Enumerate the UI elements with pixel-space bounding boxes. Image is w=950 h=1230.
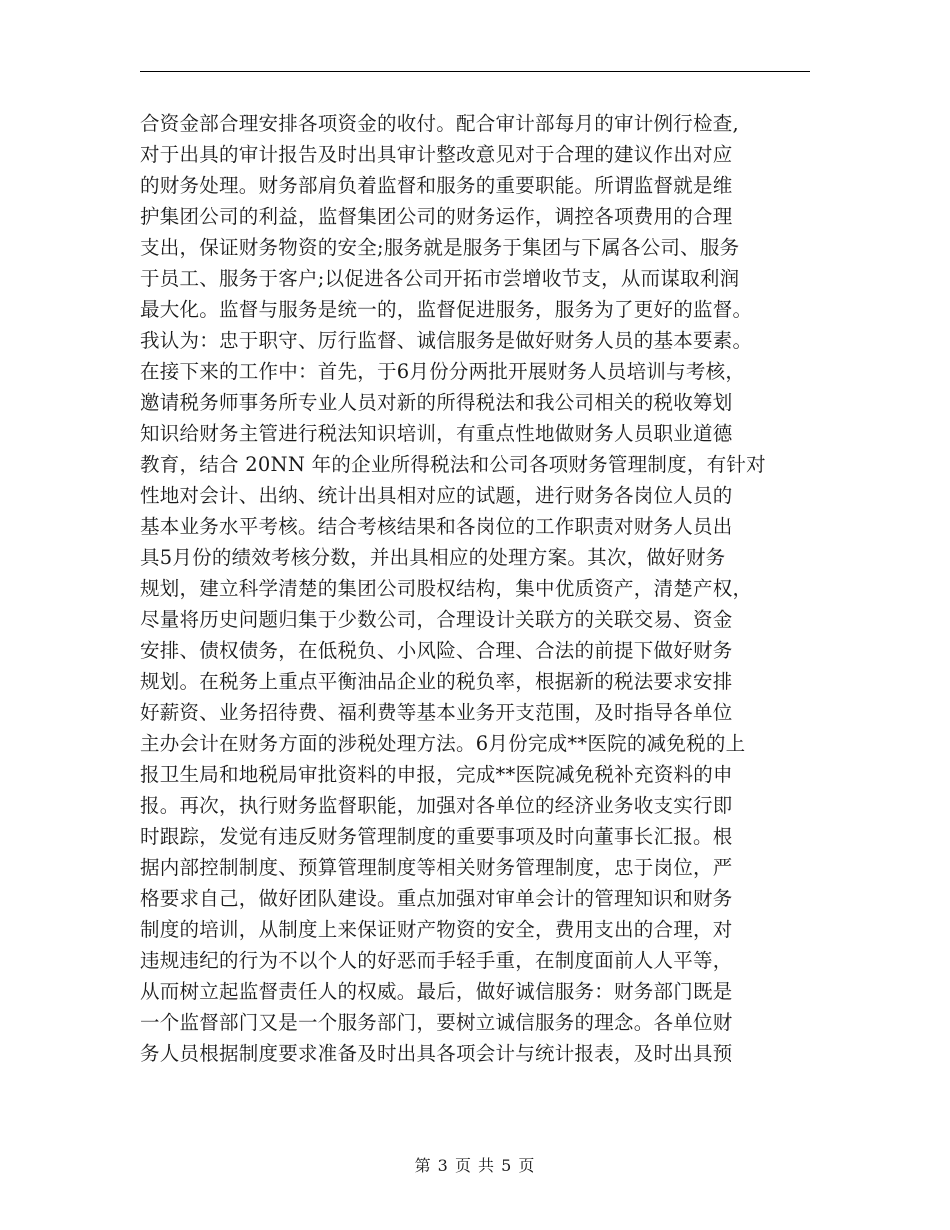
text-line: 据内部控制制度、预算管理制度等相关财务管理制度，忠于岗位，严: [140, 856, 733, 879]
text-line: 合资金部合理安排各项资金的收付。配合审计部每月的审计例行检查,: [140, 112, 739, 135]
text-line: 规划，建立科学清楚的集团公司股权结构，集中优质资产，清楚产权，: [140, 577, 753, 600]
text-line: 尽量将历史问题归集于少数公司，合理设计关联方的关联交易、资金: [140, 608, 733, 631]
text-line: 护集团公司的利益，监督集团公司的财务运作，调控各项费用的合理: [140, 205, 733, 228]
text-line: 的财务处理。财务部肩负着监督和服务的重要职能。所谓监督就是维: [140, 174, 733, 197]
text-line: 报。再次，执行财务监督职能，加强对各单位的经济业务收支实行即: [140, 794, 733, 817]
page-number-footer: 第 3 页 共 5 页: [414, 1156, 536, 1175]
text-line: 基本业务水平考核。结合考核结果和各岗位的工作职责对财务人员出: [140, 515, 733, 538]
text-line: 格要求自己，做好团队建设。重点加强对审单会计的管理知识和财务: [140, 887, 733, 910]
text-line: 教育，结合 20NN 年的企业所得税法和公司各项财务管理制度，有针对: [140, 453, 766, 476]
text-line: 规划。在税务上重点平衡油品企业的税负率，根据新的税法要求安排: [140, 670, 733, 693]
text-line: 时跟踪，发觉有违反财务管理制度的重要事项及时向董事长汇报。根: [140, 825, 733, 848]
text-line: 支出，保证财务物资的安全;服务就是服务于集团与下属各公司、服务: [140, 236, 740, 259]
text-line: 对于出具的审计报告及时出具审计整改意见对于合理的建议作出对应: [140, 143, 733, 166]
text-line: 违规违纪的行为不以个人的好恶而手轻手重，在制度面前人人平等，: [140, 949, 733, 972]
text-line: 安排、债权债务，在低税负、小风险、合理、合法的前提下做好财务: [140, 639, 733, 662]
body-text: [140, 108, 820, 1069]
text-line: 报卫生局和地税局审批资料的申报，完成**医院减免税补充资料的申: [140, 763, 733, 786]
text-line: 制度的培训，从制度上来保证财产物资的安全，费用支出的合理，对: [140, 918, 733, 941]
text-line: 于员工、服务于客户;以促进各公司开拓市尝增收节支，从而谋取利润: [140, 267, 740, 290]
text-line: 主办会计在财务方面的涉税处理方法。6月份完成**医院的减免税的上: [140, 732, 746, 755]
text-line: 我认为：忠于职守、厉行监督、诚信服务是做好财务人员的基本要素。: [140, 329, 753, 352]
text-line: 性地对会计、出纳、统计出具相对应的试题，进行财务各岗位人员的: [140, 484, 733, 507]
text-line: 从而树立起监督责任人的权威。最后，做好诚信服务：财务部门既是: [140, 980, 733, 1003]
text-line: 邀请税务师事务所专业人员对新的所得税法和我公司相关的税收筹划: [140, 391, 733, 414]
text-line: 具5月份的绩效考核分数，并出具相应的处理方案。其次，做好财务: [140, 546, 726, 569]
header-rule: [140, 71, 810, 72]
text-line: 一个监督部门又是一个服务部门，要树立诚信服务的理念。各单位财: [140, 1011, 733, 1034]
text-line: 好薪资、业务招待费、福利费等基本业务开支范围，及时指导各单位: [140, 701, 733, 724]
text-line: 知识给财务主管进行税法知识培训，有重点性地做财务人员职业道德: [140, 422, 733, 445]
text-line: 最大化。监督与服务是统一的，监督促进服务，服务为了更好的监督。: [140, 298, 753, 321]
text-line: 在接下来的工作中：首先，于6月份分两批开展财务人员培训与考核，: [140, 360, 746, 383]
text-line: 务人员根据制度要求准备及时出具各项会计与统计报表，及时出具预: [140, 1042, 733, 1065]
